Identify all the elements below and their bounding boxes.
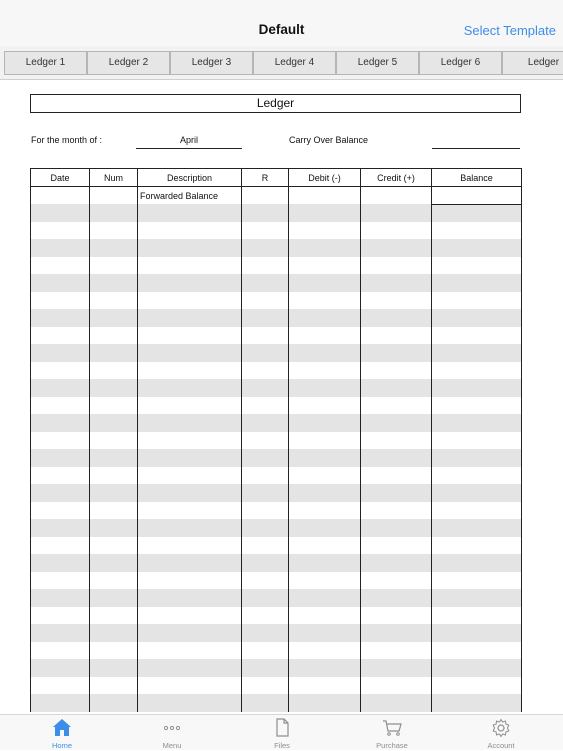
column-header-date: Date — [31, 169, 90, 187]
cell-date[interactable] — [31, 274, 90, 292]
cell-balance[interactable] — [432, 414, 522, 432]
cell-description[interactable] — [138, 642, 242, 660]
cell-credit[interactable] — [361, 432, 432, 450]
cell-num[interactable] — [90, 607, 138, 625]
cell-date[interactable] — [31, 327, 90, 345]
column-header-description: Description — [138, 169, 242, 187]
cell-credit[interactable] — [361, 222, 432, 240]
cell-description[interactable] — [138, 659, 242, 677]
cell-balance[interactable] — [432, 432, 522, 450]
sheet-title[interactable]: Ledger — [30, 94, 521, 113]
cell-r[interactable] — [242, 624, 289, 642]
cell-r[interactable] — [242, 607, 289, 625]
cell-r[interactable] — [242, 309, 289, 327]
table-row[interactable] — [31, 239, 522, 257]
cell-credit[interactable] — [361, 484, 432, 502]
cell-debit[interactable] — [289, 484, 361, 502]
cell-r[interactable] — [242, 554, 289, 572]
cell-num[interactable] — [90, 467, 138, 485]
cell-date[interactable] — [31, 239, 90, 257]
tabbar-purchase[interactable] — [352, 718, 432, 751]
table-row[interactable] — [31, 537, 522, 555]
cell-r[interactable] — [242, 379, 289, 397]
cell-description[interactable] — [138, 379, 242, 397]
cell-num[interactable] — [90, 204, 138, 222]
cell-r[interactable] — [242, 292, 289, 310]
cell-date[interactable] — [31, 222, 90, 240]
cell-r[interactable] — [242, 572, 289, 590]
cell-balance[interactable] — [432, 239, 522, 257]
cell-credit[interactable] — [361, 292, 432, 310]
cell-r[interactable] — [242, 467, 289, 485]
cell-balance[interactable] — [432, 309, 522, 327]
cell-num[interactable] — [90, 274, 138, 292]
cell-r[interactable] — [242, 222, 289, 240]
cell-description[interactable] — [138, 222, 242, 240]
cell-balance[interactable] — [432, 502, 522, 520]
cell-debit[interactable] — [289, 537, 361, 555]
cell-balance[interactable] — [432, 694, 522, 712]
cell-description[interactable] — [138, 432, 242, 450]
cell-credit[interactable] — [361, 624, 432, 642]
cell-num[interactable] — [90, 187, 138, 205]
cell-credit[interactable] — [361, 537, 432, 555]
cell-num[interactable] — [90, 502, 138, 520]
cell-debit[interactable] — [289, 344, 361, 362]
cell-date[interactable] — [31, 484, 90, 502]
cell-credit[interactable] — [361, 694, 432, 712]
tabbar-home[interactable] — [22, 718, 102, 751]
cell-credit[interactable] — [361, 449, 432, 467]
cell-r[interactable] — [242, 502, 289, 520]
cell-debit[interactable] — [289, 449, 361, 467]
cell-description[interactable] — [138, 449, 242, 467]
cell-credit[interactable] — [361, 642, 432, 660]
cell-description[interactable] — [138, 607, 242, 625]
cell-num[interactable] — [90, 519, 138, 537]
cell-balance[interactable] — [432, 484, 522, 502]
cell-num[interactable] — [90, 292, 138, 310]
cell-debit[interactable] — [289, 572, 361, 590]
cell-balance[interactable] — [432, 274, 522, 292]
cell-date[interactable] — [31, 607, 90, 625]
tab-ledger-6[interactable]: Ledger 6 — [419, 51, 502, 75]
cell-credit[interactable] — [361, 677, 432, 695]
cell-debit[interactable] — [289, 274, 361, 292]
cell-description[interactable] — [138, 624, 242, 642]
cell-num[interactable] — [90, 344, 138, 362]
cell-description[interactable] — [138, 239, 242, 257]
gear-icon — [491, 718, 511, 737]
cell-debit[interactable] — [289, 309, 361, 327]
table-row[interactable] — [31, 659, 522, 677]
cell-r[interactable] — [242, 414, 289, 432]
cell-credit[interactable] — [361, 589, 432, 607]
cell-description[interactable] — [138, 467, 242, 485]
cell-r[interactable] — [242, 362, 289, 380]
tab-ledger-5[interactable]: Ledger 5 — [336, 51, 419, 75]
cell-debit[interactable] — [289, 187, 361, 205]
cell-balance[interactable] — [432, 362, 522, 380]
file-icon — [272, 718, 292, 737]
cell-debit[interactable] — [289, 554, 361, 572]
cell-description[interactable] — [138, 204, 242, 222]
ledger-sheet — [0, 80, 563, 714]
cell-num[interactable] — [90, 379, 138, 397]
bottom-tab-bar — [0, 714, 563, 750]
cell-description[interactable] — [138, 309, 242, 327]
cell-num[interactable] — [90, 432, 138, 450]
cell-credit[interactable] — [361, 607, 432, 625]
table-row[interactable] — [31, 484, 522, 502]
cell-balance[interactable] — [432, 449, 522, 467]
cell-description[interactable] — [138, 274, 242, 292]
cell-date[interactable] — [31, 397, 90, 415]
cell-date[interactable] — [31, 554, 90, 572]
ledger-table — [30, 168, 522, 712]
cell-date[interactable] — [31, 257, 90, 275]
carry-over-label: Carry Over Balance — [289, 135, 369, 145]
cell-credit[interactable] — [361, 344, 432, 362]
cell-balance[interactable] — [432, 519, 522, 537]
page-title: Default — [258, 22, 305, 37]
cell-debit[interactable] — [289, 397, 361, 415]
table-row[interactable] — [31, 467, 522, 485]
cell-credit[interactable] — [361, 257, 432, 275]
cell-debit[interactable] — [289, 327, 361, 345]
column-header-debit: Debit (-) — [289, 169, 361, 187]
column-header-r: R — [242, 169, 289, 187]
cell-r[interactable] — [242, 677, 289, 695]
cell-debit[interactable] — [289, 257, 361, 275]
cell-debit[interactable] — [289, 292, 361, 310]
cell-balance[interactable] — [432, 589, 522, 607]
cell-num[interactable] — [90, 327, 138, 345]
cell-balance[interactable] — [432, 327, 522, 345]
table-row[interactable] — [31, 187, 522, 205]
table-row[interactable] — [31, 222, 522, 240]
tabbar-files[interactable] — [242, 718, 322, 751]
cell-r[interactable] — [242, 327, 289, 345]
table-row[interactable] — [31, 397, 522, 415]
cell-date[interactable] — [31, 187, 90, 205]
cell-r[interactable] — [242, 204, 289, 222]
tabbar-files-label: Files — [274, 741, 290, 750]
cell-date[interactable] — [31, 204, 90, 222]
cell-credit[interactable] — [361, 239, 432, 257]
cell-credit[interactable] — [361, 554, 432, 572]
carry-over-field[interactable] — [432, 135, 520, 149]
cell-description[interactable] — [138, 257, 242, 275]
cell-r[interactable] — [242, 274, 289, 292]
table-row[interactable] — [31, 572, 522, 590]
cell-num[interactable] — [90, 239, 138, 257]
table-row[interactable] — [31, 309, 522, 327]
table-row[interactable] — [31, 414, 522, 432]
cell-balance[interactable] — [432, 572, 522, 590]
cell-credit[interactable] — [361, 659, 432, 677]
table-row[interactable] — [31, 344, 522, 362]
table-row[interactable] — [31, 502, 522, 520]
cell-num[interactable] — [90, 309, 138, 327]
cell-date[interactable] — [31, 519, 90, 537]
cell-description[interactable] — [138, 327, 242, 345]
cell-r[interactable] — [242, 397, 289, 415]
cell-balance[interactable] — [432, 677, 522, 695]
tabbar-menu[interactable] — [132, 718, 212, 751]
tabbar-account-label: Account — [487, 741, 515, 750]
cell-debit[interactable] — [289, 677, 361, 695]
cell-num[interactable] — [90, 677, 138, 695]
tab-ledger-4[interactable]: Ledger 4 — [253, 51, 336, 75]
cell-r[interactable] — [242, 432, 289, 450]
cell-r[interactable] — [242, 187, 289, 205]
tabbar-purchase-label: Purchase — [376, 741, 408, 750]
cell-credit[interactable] — [361, 362, 432, 380]
tab-ledger-3[interactable]: Ledger 3 — [170, 51, 253, 75]
cell-debit[interactable] — [289, 239, 361, 257]
cell-debit[interactable] — [289, 642, 361, 660]
cell-num[interactable] — [90, 694, 138, 712]
cell-debit[interactable] — [289, 467, 361, 485]
table-row[interactable] — [31, 677, 522, 695]
cell-num[interactable] — [90, 572, 138, 590]
cell-balance[interactable] — [432, 344, 522, 362]
cell-r[interactable] — [242, 257, 289, 275]
cell-balance[interactable] — [432, 292, 522, 310]
table-row[interactable] — [31, 379, 522, 397]
cell-date[interactable] — [31, 642, 90, 660]
cell-debit[interactable] — [289, 204, 361, 222]
cell-credit[interactable] — [361, 519, 432, 537]
cell-description[interactable] — [138, 554, 242, 572]
cell-num[interactable] — [90, 537, 138, 555]
tab-ledger-2[interactable]: Ledger 2 — [87, 51, 170, 75]
cell-num[interactable] — [90, 449, 138, 467]
cell-description[interactable] — [138, 537, 242, 555]
cell-balance[interactable] — [432, 379, 522, 397]
cell-credit[interactable] — [361, 274, 432, 292]
cell-date[interactable] — [31, 449, 90, 467]
ledger-tab-strip[interactable] — [0, 46, 563, 80]
cell-balance[interactable] — [432, 397, 522, 415]
table-row[interactable] — [31, 257, 522, 275]
cell-description[interactable] — [138, 694, 242, 712]
tab-ledger-7[interactable]: Ledger — [502, 51, 563, 75]
cell-credit[interactable] — [361, 397, 432, 415]
cell-balance[interactable] — [432, 222, 522, 240]
cell-debit[interactable] — [289, 362, 361, 380]
cell-r[interactable] — [242, 589, 289, 607]
home-icon — [52, 718, 72, 737]
cell-r[interactable] — [242, 642, 289, 660]
cell-date[interactable] — [31, 309, 90, 327]
cart-icon — [382, 718, 402, 737]
table-header-row — [31, 169, 522, 187]
table-row[interactable] — [31, 432, 522, 450]
table-row[interactable] — [31, 624, 522, 642]
cell-r[interactable] — [242, 694, 289, 712]
cell-r[interactable] — [242, 659, 289, 677]
cell-description[interactable]: Forwarded Balance — [138, 187, 242, 205]
tabbar-menu-label: Menu — [162, 741, 182, 750]
cell-balance[interactable] — [432, 607, 522, 625]
cell-date[interactable] — [31, 537, 90, 555]
cell-r[interactable] — [242, 449, 289, 467]
cell-debit[interactable] — [289, 694, 361, 712]
cell-credit[interactable] — [361, 309, 432, 327]
cell-credit[interactable] — [361, 414, 432, 432]
cell-date[interactable] — [31, 624, 90, 642]
cell-r[interactable] — [242, 239, 289, 257]
cell-num[interactable] — [90, 554, 138, 572]
table-row[interactable] — [31, 554, 522, 572]
cell-date[interactable] — [31, 589, 90, 607]
cell-description[interactable] — [138, 362, 242, 380]
cell-debit[interactable] — [289, 432, 361, 450]
tabbar-account[interactable] — [461, 718, 541, 751]
cell-debit[interactable] — [289, 502, 361, 520]
cell-description[interactable] — [138, 677, 242, 695]
cell-date[interactable] — [31, 344, 90, 362]
cell-num[interactable] — [90, 642, 138, 660]
table-row[interactable] — [31, 589, 522, 607]
cell-description[interactable] — [138, 589, 242, 607]
cell-num[interactable] — [90, 257, 138, 275]
cell-date[interactable] — [31, 467, 90, 485]
cell-balance[interactable] — [432, 624, 522, 642]
cell-balance[interactable] — [432, 204, 522, 222]
navigation-bar — [0, 0, 563, 46]
cell-debit[interactable] — [289, 624, 361, 642]
cell-date[interactable] — [31, 362, 90, 380]
cell-balance[interactable] — [432, 187, 522, 205]
cell-balance[interactable] — [432, 642, 522, 660]
cell-credit[interactable] — [361, 187, 432, 205]
cell-credit[interactable] — [361, 467, 432, 485]
column-header-credit: Credit (+) — [361, 169, 432, 187]
table-row[interactable] — [31, 292, 522, 310]
tabbar-home-label: Home — [51, 741, 72, 750]
column-header-balance: Balance — [432, 169, 522, 187]
cell-r[interactable] — [242, 484, 289, 502]
cell-date[interactable] — [31, 572, 90, 590]
table-row[interactable] — [31, 519, 522, 537]
table-row[interactable] — [31, 204, 522, 222]
cell-num[interactable] — [90, 397, 138, 415]
cell-num[interactable] — [90, 222, 138, 240]
cell-credit[interactable] — [361, 204, 432, 222]
cell-credit[interactable] — [361, 572, 432, 590]
table-row[interactable] — [31, 274, 522, 292]
more-dots-icon — [162, 718, 182, 737]
cell-num[interactable] — [90, 624, 138, 642]
cell-num[interactable] — [90, 362, 138, 380]
cell-description[interactable] — [138, 292, 242, 310]
cell-credit[interactable] — [361, 502, 432, 520]
select-template-button[interactable]: Select Template — [463, 23, 556, 38]
cell-date[interactable] — [31, 502, 90, 520]
cell-debit[interactable] — [289, 519, 361, 537]
cell-date[interactable] — [31, 414, 90, 432]
table-row[interactable] — [31, 449, 522, 467]
cell-num[interactable] — [90, 589, 138, 607]
cell-debit[interactable] — [289, 589, 361, 607]
cell-description[interactable] — [138, 414, 242, 432]
cell-date[interactable] — [31, 432, 90, 450]
cell-r[interactable] — [242, 519, 289, 537]
tab-ledger-1[interactable]: Ledger 1 — [4, 51, 87, 75]
cell-balance[interactable] — [432, 659, 522, 677]
cell-num[interactable] — [90, 659, 138, 677]
cell-credit[interactable] — [361, 379, 432, 397]
cell-num[interactable] — [90, 414, 138, 432]
month-field[interactable]: April — [136, 135, 242, 149]
cell-description[interactable] — [138, 572, 242, 590]
cell-balance[interactable] — [432, 537, 522, 555]
cell-description[interactable] — [138, 484, 242, 502]
cell-num[interactable] — [90, 484, 138, 502]
cell-date[interactable] — [31, 694, 90, 712]
table-row[interactable] — [31, 362, 522, 380]
cell-debit[interactable] — [289, 379, 361, 397]
cell-r[interactable] — [242, 344, 289, 362]
cell-date[interactable] — [31, 677, 90, 695]
cell-debit[interactable] — [289, 222, 361, 240]
cell-description[interactable] — [138, 502, 242, 520]
cell-description[interactable] — [138, 344, 242, 362]
cell-date[interactable] — [31, 659, 90, 677]
table-row[interactable] — [31, 694, 522, 712]
column-header-num: Num — [90, 169, 138, 187]
cell-date[interactable] — [31, 379, 90, 397]
cell-credit[interactable] — [361, 327, 432, 345]
month-label: For the month of : — [31, 135, 103, 145]
table-row[interactable] — [31, 327, 522, 345]
cell-date[interactable] — [31, 292, 90, 310]
cell-debit[interactable] — [289, 659, 361, 677]
cell-balance[interactable] — [432, 257, 522, 275]
cell-description[interactable] — [138, 519, 242, 537]
cell-debit[interactable] — [289, 607, 361, 625]
table-row[interactable] — [31, 607, 522, 625]
cell-balance[interactable] — [432, 554, 522, 572]
cell-balance[interactable] — [432, 467, 522, 485]
cell-debit[interactable] — [289, 414, 361, 432]
table-row[interactable] — [31, 642, 522, 660]
cell-r[interactable] — [242, 537, 289, 555]
cell-description[interactable] — [138, 397, 242, 415]
